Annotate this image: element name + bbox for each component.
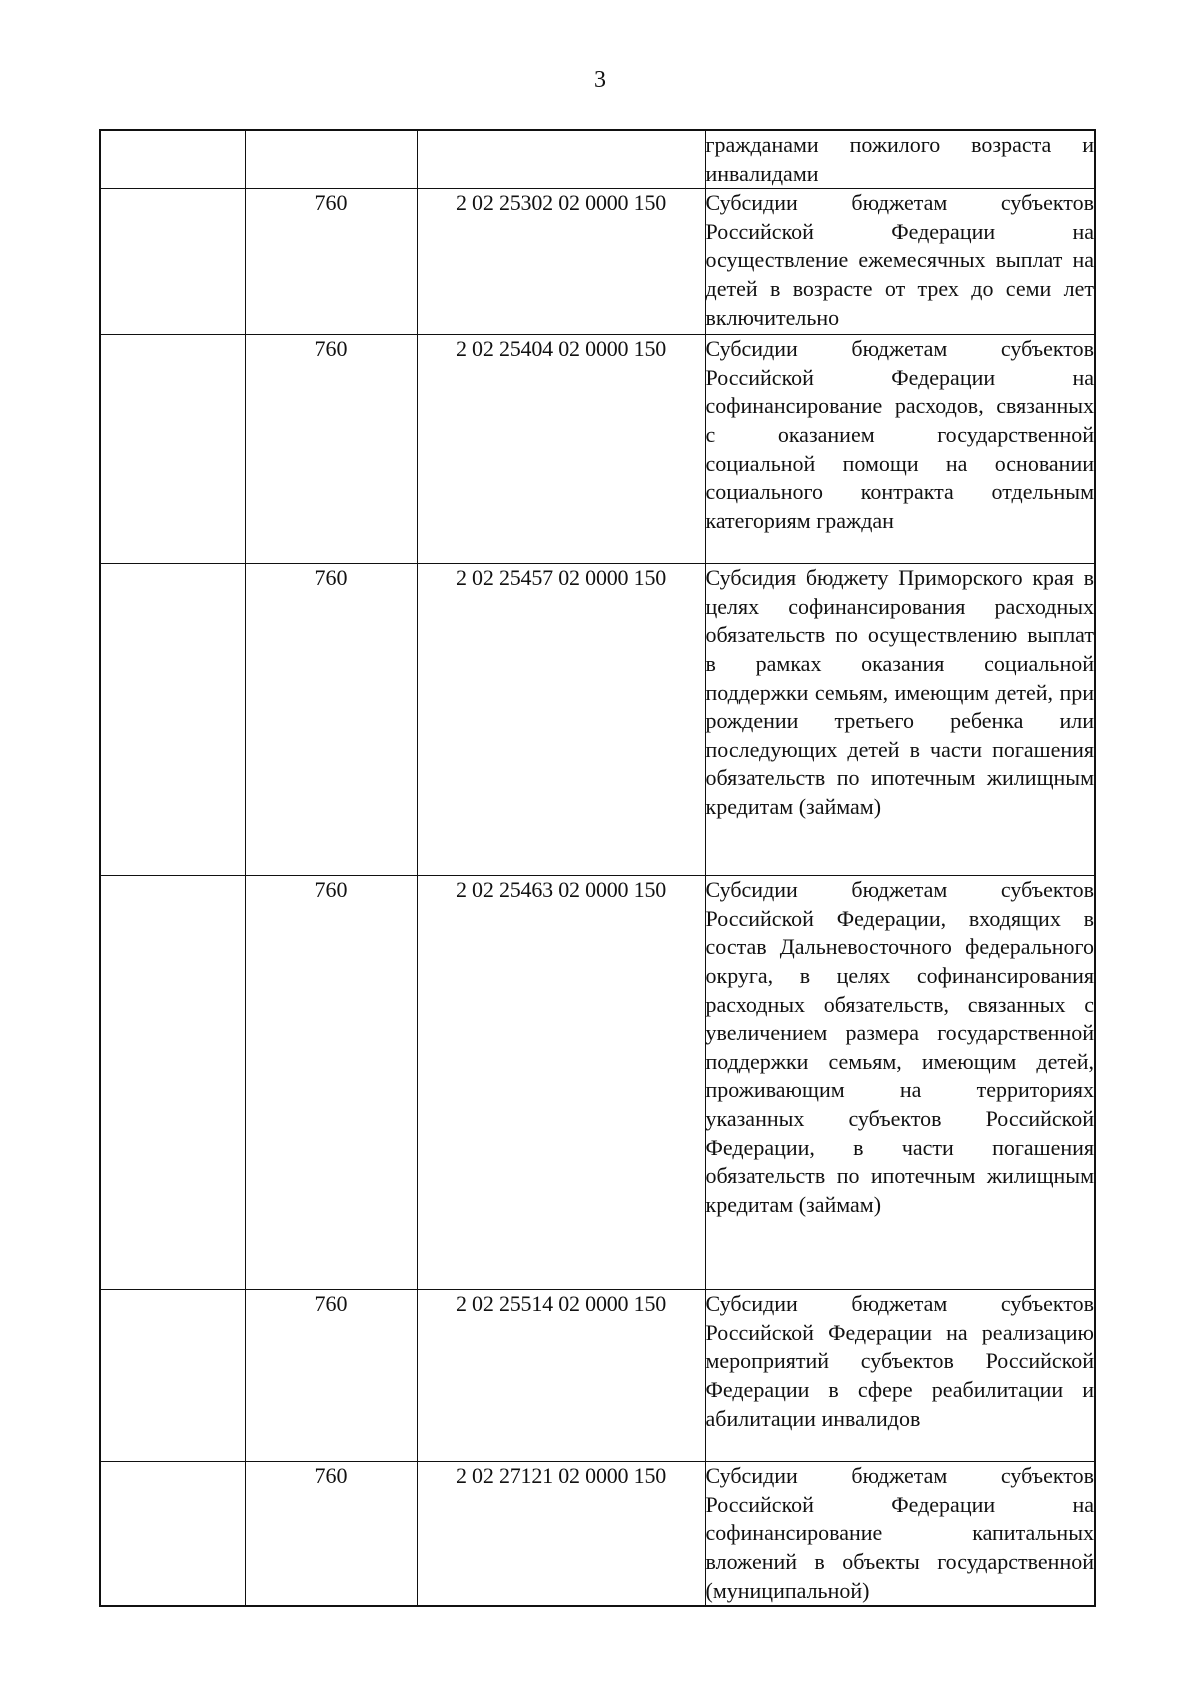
revenue-name-cell: Субсидии бюджетам субъектов Российской Федерации на софинансирование капитальных вложений в объекты государственной (муниципальной) xyxy=(705,1462,1095,1606)
budget-code-cell: 2 02 25302 02 0000 150 xyxy=(417,189,705,335)
table-row xyxy=(100,335,1095,564)
admin-code-cell: 760 xyxy=(245,1290,417,1462)
admin-code-cell: 760 xyxy=(245,335,417,564)
table-row xyxy=(100,876,1095,1290)
budget-code-cell: 2 02 25463 02 0000 150 xyxy=(417,876,705,1290)
budget-code-cell: 2 02 25457 02 0000 150 xyxy=(417,564,705,876)
admin-code-cell xyxy=(245,130,417,189)
revenue-name-cell: Субсидии бюджетам субъектов Российской Федерации на осуществление ежемесячных выплат на детей в возрасте от трех до семи лет включительно xyxy=(705,189,1095,335)
budget-code-cell: 2 02 27121 02 0000 150 xyxy=(417,1462,705,1606)
page-number: 3 xyxy=(594,67,606,93)
revenue-name-cell: Субсидии бюджетам субъектов Российской Федерации, входящих в состав Дальневосточного федерального округа, в целях софинансирования расходных обязательств, связанных с увеличением размера государственной поддержки семьям, имеющим детей, проживающим на территориях указанных субъектов Российской Федерации, в части погашения обязательств по ипотечным жилищным кредитам (займам) xyxy=(705,876,1095,1290)
budget-code-cell xyxy=(417,130,705,189)
budget-code-cell: 2 02 25404 02 0000 150 xyxy=(417,335,705,564)
revenue-name-cell: Субсидия бюджету Приморского края в целях софинансирования расходных обязательств по осуществлению выплат в рамках оказания социальной поддержки семьям, имеющим детей, при рождении третьего ребенка или последующих детей в части погашения обязательств по ипотечным жилищным кредитам (займам) xyxy=(705,564,1095,876)
empty-cell xyxy=(100,1290,245,1462)
admin-code-cell: 760 xyxy=(245,1462,417,1606)
budget-code-cell: 2 02 25514 02 0000 150 xyxy=(417,1290,705,1462)
empty-cell xyxy=(100,876,245,1290)
revenue-name-cell: Субсидии бюджетам субъектов Российской Федерации на реализацию мероприятий субъектов Российской Федерации в сфере реабилитации и абилитации инвалидов xyxy=(705,1290,1095,1462)
revenue-name-cell: Субсидии бюджетам субъектов Российской Федерации на софинансирование расходов, связанных с оказанием государственной социальной помощи на основании социального контракта отдельным категориям граждан xyxy=(705,335,1095,564)
table-row xyxy=(100,189,1095,335)
table-row xyxy=(100,1462,1095,1606)
empty-cell xyxy=(100,564,245,876)
empty-cell xyxy=(100,130,245,189)
empty-cell xyxy=(100,189,245,335)
table-row xyxy=(100,130,1095,189)
admin-code-cell: 760 xyxy=(245,189,417,335)
admin-code-cell: 760 xyxy=(245,876,417,1290)
revenue-name-cell: гражданами пожилого возраста и инвалидами xyxy=(705,130,1095,189)
empty-cell xyxy=(100,1462,245,1606)
empty-cell xyxy=(100,335,245,564)
admin-code-cell: 760 xyxy=(245,564,417,876)
table-row xyxy=(100,1290,1095,1462)
table-row xyxy=(100,564,1095,876)
budget-codes-table xyxy=(99,129,1096,1607)
